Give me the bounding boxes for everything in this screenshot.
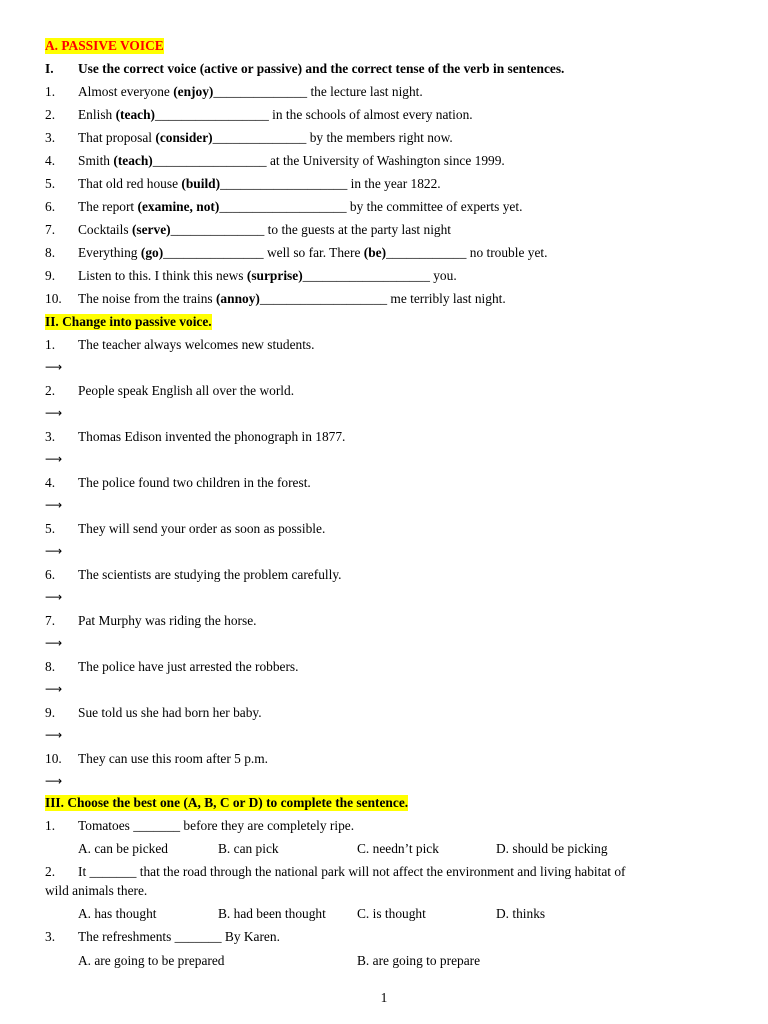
section-title-row bbox=[0, 38, 768, 58]
item-number: 3. bbox=[45, 429, 56, 444]
item-text-rest: _______________ well so far. There bbox=[163, 245, 364, 260]
exercise-2-item bbox=[0, 521, 768, 541]
item-number: 5. bbox=[45, 176, 56, 191]
item-text: People speak English all over the world. bbox=[78, 383, 295, 398]
item-text: The police found two children in the forest. bbox=[78, 475, 311, 490]
exercise-2-item bbox=[0, 659, 768, 679]
option-c: C. needn’t pick bbox=[357, 841, 439, 856]
exercise-2-item bbox=[0, 567, 768, 587]
item-number: 1. bbox=[45, 337, 56, 352]
option-b: B. can pick bbox=[218, 841, 279, 856]
section-3-heading-row bbox=[0, 795, 768, 815]
item-text-start: The noise from the trains bbox=[78, 291, 216, 306]
exercise-2-item bbox=[0, 705, 768, 725]
item-text bbox=[78, 291, 506, 307]
arrow-icon: ⟶ bbox=[45, 452, 63, 466]
verb-hint: (consider) bbox=[155, 130, 213, 145]
exercise-1-item bbox=[0, 107, 768, 127]
arrow-icon: ⟶ bbox=[45, 636, 63, 650]
question-2 bbox=[0, 864, 768, 884]
arrow-icon: ⟶ bbox=[45, 590, 63, 604]
item-number: 9. bbox=[45, 705, 56, 720]
section-2-heading: II. Change into passive voice. bbox=[45, 314, 212, 329]
answer-line bbox=[0, 636, 768, 656]
item-text: They can use this room after 5 p.m. bbox=[78, 751, 269, 766]
exercise-1-item bbox=[0, 222, 768, 242]
question-number: 1. bbox=[45, 818, 56, 833]
arrow-icon: ⟶ bbox=[45, 498, 63, 512]
exercise-1-item bbox=[0, 245, 768, 265]
exercise-1-item bbox=[0, 153, 768, 173]
option-b: B. are going to prepare bbox=[357, 953, 481, 968]
item-number: 9. bbox=[45, 268, 56, 283]
item-text-start: Listen to this. I think this news bbox=[78, 268, 247, 283]
exercise-1-item bbox=[0, 130, 768, 150]
exercise-2-item bbox=[0, 751, 768, 771]
option-c: C. is thought bbox=[357, 906, 426, 921]
item-text-start: That proposal bbox=[78, 130, 156, 145]
item-text-rest: _________________ at the University of Washington since 1999. bbox=[152, 153, 505, 168]
item-text-rest: _________________ in the schools of almost every nation. bbox=[155, 107, 473, 122]
item-text-rest: ___________________ by the committee of experts yet. bbox=[219, 199, 523, 214]
item-text bbox=[78, 199, 522, 215]
exercise-1-item bbox=[0, 176, 768, 196]
section-1-number: I. bbox=[45, 61, 54, 76]
item-text bbox=[78, 84, 423, 100]
exercise-1-item bbox=[0, 268, 768, 288]
answer-line bbox=[0, 682, 768, 702]
question-text: It _______ that the road through the national park will not affect the environment and living habitat of bbox=[78, 864, 626, 879]
option-d: D. should be picking bbox=[496, 841, 608, 856]
answer-line bbox=[0, 590, 768, 610]
answer-line bbox=[0, 544, 768, 564]
item-text: The police have just arrested the robbers. bbox=[78, 659, 299, 674]
item-text-start: Everything bbox=[78, 245, 141, 260]
item-text-start: Enlish bbox=[78, 107, 116, 122]
item-text-start: That old red house bbox=[78, 176, 182, 191]
item-text-rest: ____________ no trouble yet. bbox=[386, 245, 548, 260]
answer-line bbox=[0, 360, 768, 380]
item-text: Pat Murphy was riding the horse. bbox=[78, 613, 257, 628]
section-3-heading: III. Choose the best one (A, B, C or D) to complete the sentence. bbox=[45, 795, 409, 810]
item-text bbox=[78, 130, 453, 146]
item-text: Thomas Edison invented the phonograph in 1877. bbox=[78, 429, 346, 444]
question-2-options bbox=[0, 906, 768, 926]
item-text bbox=[78, 245, 547, 261]
item-number: 7. bbox=[45, 613, 56, 628]
item-number: 10. bbox=[45, 751, 62, 766]
item-number: 1. bbox=[45, 84, 56, 99]
question-text-continued: wild animals there. bbox=[45, 883, 148, 898]
verb-hint: (annoy) bbox=[215, 291, 260, 306]
item-number: 6. bbox=[45, 199, 56, 214]
option-a: A. are going to be prepared bbox=[78, 953, 225, 968]
item-text bbox=[78, 176, 441, 192]
exercise-1-item bbox=[0, 199, 768, 219]
verb-hint: (build) bbox=[181, 176, 221, 191]
question-number: 3. bbox=[45, 929, 56, 944]
answer-line bbox=[0, 774, 768, 794]
item-text-start: Almost everyone bbox=[78, 84, 174, 99]
verb-hint: (be) bbox=[363, 245, 387, 260]
exercise-2-item bbox=[0, 475, 768, 495]
item-text-rest: ___________________ you. bbox=[302, 268, 457, 283]
item-number: 4. bbox=[45, 475, 56, 490]
item-text-rest: ___________________ in the year 1822. bbox=[220, 176, 441, 191]
arrow-icon: ⟶ bbox=[45, 728, 63, 742]
exercise-2-item bbox=[0, 383, 768, 403]
section-1-instructions: Use the correct voice (active or passive) and the correct tense of the verb in sentences. bbox=[78, 61, 565, 76]
item-number: 8. bbox=[45, 245, 56, 260]
question-3-options bbox=[0, 953, 768, 973]
arrow-icon: ⟶ bbox=[45, 682, 63, 696]
answer-line bbox=[0, 728, 768, 748]
item-text: They will send your order as soon as possible. bbox=[78, 521, 326, 536]
answer-line bbox=[0, 406, 768, 426]
verb-hint: (go) bbox=[140, 245, 164, 260]
item-number: 2. bbox=[45, 107, 56, 122]
exercise-2-item bbox=[0, 337, 768, 357]
item-text-rest: ______________ to the guests at the party last night bbox=[170, 222, 452, 237]
item-text-start: Cocktails bbox=[78, 222, 132, 237]
verb-hint: (examine, not) bbox=[137, 199, 220, 214]
item-number: 8. bbox=[45, 659, 56, 674]
section-2-heading-row bbox=[0, 314, 768, 334]
arrow-icon: ⟶ bbox=[45, 544, 63, 558]
option-a: A. can be picked bbox=[78, 841, 168, 856]
item-text-start: Smith bbox=[78, 153, 114, 168]
exercise-2-item bbox=[0, 429, 768, 449]
question-2-continued bbox=[0, 883, 768, 903]
page-title: A. PASSIVE VOICE bbox=[45, 38, 164, 53]
exercise-1-item bbox=[0, 84, 768, 104]
verb-hint: (teach) bbox=[115, 107, 155, 122]
question-1-options bbox=[0, 841, 768, 861]
answer-line bbox=[0, 452, 768, 472]
page-number: 1 bbox=[380, 990, 388, 1005]
exercise-1-item bbox=[0, 291, 768, 311]
item-number: 10. bbox=[45, 291, 62, 306]
question-text: The refreshments _______ By Karen. bbox=[78, 929, 280, 944]
section-1-heading bbox=[0, 61, 768, 81]
item-text: The teacher always welcomes new students. bbox=[78, 337, 315, 352]
item-text-rest: ______________ by the members right now. bbox=[212, 130, 453, 145]
answer-line bbox=[0, 498, 768, 518]
arrow-icon: ⟶ bbox=[45, 774, 63, 788]
option-b: B. had been thought bbox=[218, 906, 326, 921]
verb-hint: (surprise) bbox=[246, 268, 303, 283]
verb-hint: (enjoy) bbox=[173, 84, 214, 99]
item-text bbox=[78, 153, 505, 169]
exercise-2-item bbox=[0, 613, 768, 633]
item-text-rest: ___________________ me terribly last night. bbox=[259, 291, 506, 306]
arrow-icon: ⟶ bbox=[45, 360, 63, 374]
item-text bbox=[78, 107, 473, 123]
item-text bbox=[78, 222, 451, 238]
item-number: 4. bbox=[45, 153, 56, 168]
arrow-icon: ⟶ bbox=[45, 406, 63, 420]
item-number: 5. bbox=[45, 521, 56, 536]
question-1 bbox=[0, 818, 768, 838]
question-3 bbox=[0, 929, 768, 949]
verb-hint: (teach) bbox=[113, 153, 153, 168]
item-text: Sue told us she had born her baby. bbox=[78, 705, 262, 720]
question-number: 2. bbox=[45, 864, 56, 879]
item-number: 3. bbox=[45, 130, 56, 145]
item-number: 6. bbox=[45, 567, 56, 582]
item-text-rest: ______________ the lecture last night. bbox=[213, 84, 423, 99]
item-text bbox=[78, 268, 457, 284]
question-text: Tomatoes _______ before they are completely ripe. bbox=[78, 818, 355, 833]
item-number: 7. bbox=[45, 222, 56, 237]
option-a: A. has thought bbox=[78, 906, 157, 921]
verb-hint: (serve) bbox=[131, 222, 171, 237]
item-text: The scientists are studying the problem carefully. bbox=[78, 567, 342, 582]
item-number: 2. bbox=[45, 383, 56, 398]
option-d: D. thinks bbox=[496, 906, 546, 921]
item-text-start: The report bbox=[78, 199, 138, 214]
